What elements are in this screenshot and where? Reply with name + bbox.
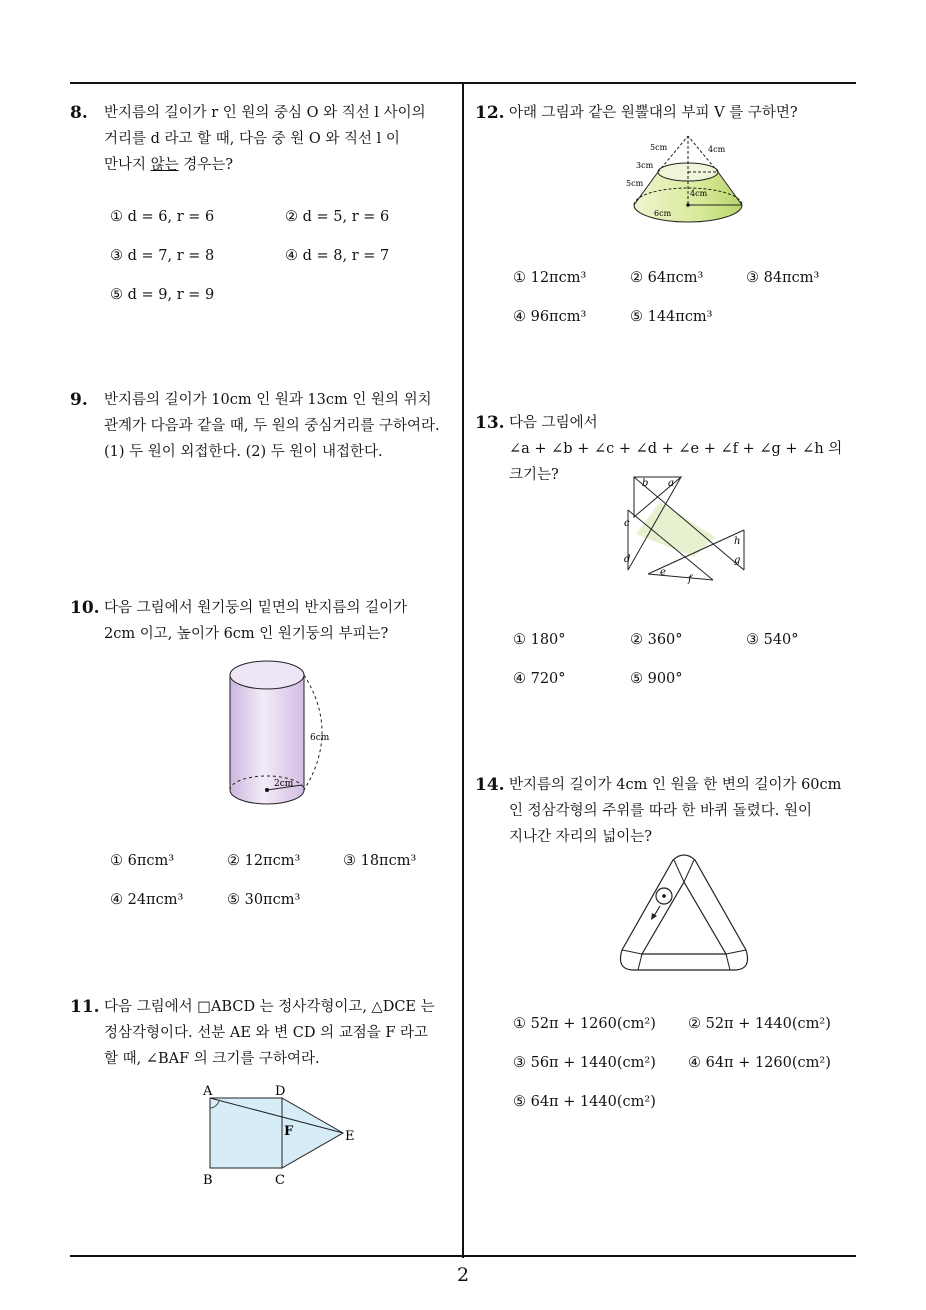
question-number: 8. <box>70 103 88 123</box>
radius-label: 2cm <box>274 779 294 789</box>
option-2[interactable]: ② 12πcm³ <box>227 853 301 869</box>
question-text: ∠a + ∠b + ∠c + ∠d + ∠e + ∠f + ∠g + ∠h 의 크기는? <box>509 441 843 483</box>
question-text: 반지름의 길이가 4cm 인 원을 한 변의 길이가 60cm <box>509 777 842 793</box>
question-number: 11. <box>70 997 100 1017</box>
column-divider <box>462 82 464 1258</box>
option-1[interactable]: ① 6πcm³ <box>110 853 175 869</box>
option-4[interactable]: ④ 64π + 1260(cm²) <box>688 1055 831 1071</box>
question-14 <box>475 772 860 850</box>
question-text: 다음 그림에서 <box>509 415 598 431</box>
label-4cm-top: 4cm <box>708 145 726 154</box>
divider-left-1 <box>622 950 642 954</box>
bottom-center-dot <box>686 203 690 207</box>
option-5[interactable]: ⑤ 30πcm³ <box>227 892 301 908</box>
question-9 <box>70 387 460 465</box>
question-number: 12. <box>475 103 505 123</box>
question-text: 할 때, ∠BAF 의 크기를 구하여라. <box>104 1051 320 1067</box>
label-e: e <box>660 567 666 578</box>
cylinder-figure <box>220 650 340 815</box>
label-5cm-slant: 5cm <box>626 179 644 188</box>
question-number: 9. <box>70 390 88 410</box>
underlined-word: 않는 <box>150 157 179 173</box>
option-3[interactable]: ③ 18πcm³ <box>343 853 417 869</box>
label-f: F <box>284 1124 294 1139</box>
question-11 <box>70 994 460 1072</box>
center-dot <box>265 788 269 792</box>
question-text: 만나지 않는 경우는? <box>104 157 234 173</box>
question-text: 다음 그림에서 □ABCD 는 정사각형이고, △DCE 는 <box>104 999 435 1015</box>
option-3[interactable]: ③ 540° <box>746 632 799 648</box>
question-text: 2cm 이고, 높이가 6cm 인 원기둥의 부피는? <box>104 626 389 642</box>
option-1[interactable]: ① 52π + 1260(cm²) <box>513 1016 656 1032</box>
square-triangle-figure <box>195 1080 370 1190</box>
bottom-rule <box>70 1255 856 1257</box>
option-3[interactable]: ③ 84πcm³ <box>746 270 820 286</box>
label-b: B <box>203 1173 213 1188</box>
label-c: C <box>275 1173 285 1188</box>
option-1[interactable]: ① d = 6, r = 6 <box>110 209 215 225</box>
question-text: 아래 그림과 같은 원뿔대의 부피 V 를 구하면? <box>509 105 798 121</box>
question-text: 관계가 다음과 같을 때, 두 원의 중심거리를 구하여라. <box>104 418 440 434</box>
divider-left-2 <box>638 954 642 970</box>
frustum-figure <box>620 130 750 232</box>
label-g: g <box>734 555 741 566</box>
angle-star-figure <box>618 472 750 587</box>
question-12 <box>475 100 855 126</box>
question-text: 반지름의 길이가 r 인 원의 중심 O 와 직선 l 사이의 <box>104 105 426 121</box>
question-text: 인 정삼각형의 주위를 따라 한 바퀴 돌렸다. 원이 <box>509 803 813 819</box>
option-3[interactable]: ③ d = 7, r = 8 <box>110 248 215 264</box>
question-number: 13. <box>475 413 505 433</box>
option-2[interactable]: ② 64πcm³ <box>630 270 704 286</box>
label-4cm-height: 4cm <box>690 189 708 198</box>
label-d: D <box>275 1084 286 1099</box>
divider-top-right <box>684 860 694 882</box>
label-a: a <box>668 478 674 489</box>
rolling-circle-triangle-figure <box>616 852 752 976</box>
option-4[interactable]: ④ 720° <box>513 671 566 687</box>
label-3cm: 3cm <box>636 161 654 170</box>
option-5[interactable]: ⑤ d = 9, r = 9 <box>110 287 215 303</box>
page-number: 2 <box>456 1264 470 1286</box>
label-h: h <box>734 536 741 547</box>
label-c: c <box>624 518 630 529</box>
label-b: b <box>642 478 649 489</box>
question-text: 반지름의 길이가 10cm 인 원과 13cm 인 원의 위치 <box>104 392 432 408</box>
divider-right-2 <box>726 954 730 970</box>
label-f: f <box>688 574 692 585</box>
option-2[interactable]: ② 360° <box>630 632 683 648</box>
option-1[interactable]: ① 180° <box>513 632 566 648</box>
option-4[interactable]: ④ d = 8, r = 7 <box>285 248 390 264</box>
outer-path <box>621 855 748 970</box>
option-3[interactable]: ③ 56π + 1440(cm²) <box>513 1055 656 1071</box>
divider-right-1 <box>726 950 746 954</box>
question-text: 지나간 자리의 넓이는? <box>509 829 653 845</box>
label-a: A <box>203 1084 213 1099</box>
circle-center-dot <box>662 894 666 898</box>
option-1[interactable]: ① 12πcm³ <box>513 270 587 286</box>
cylinder-top <box>230 661 304 689</box>
question-number: 14. <box>475 775 505 795</box>
question-text: 거리를 d 라고 할 때, 다음 중 원 O 와 직선 l 이 <box>104 131 400 147</box>
arrow-head <box>651 913 657 920</box>
option-5[interactable]: ⑤ 64π + 1440(cm²) <box>513 1094 656 1110</box>
option-4[interactable]: ④ 96πcm³ <box>513 309 587 325</box>
direction-arrow <box>654 906 660 916</box>
height-label: 6cm <box>310 733 330 743</box>
label-5cm-top: 5cm <box>650 143 668 152</box>
question-text: 다음 그림에서 원기둥의 밑면의 반지름의 길이가 <box>104 600 408 616</box>
question-text: 정삼각형이다. 선분 AE 와 변 CD 의 교점을 F 라고 <box>104 1025 429 1041</box>
square-abcd <box>210 1098 282 1168</box>
option-2[interactable]: ② 52π + 1440(cm²) <box>688 1016 831 1032</box>
option-5[interactable]: ⑤ 144πcm³ <box>630 309 713 325</box>
divider-top-left <box>674 860 684 882</box>
question-10 <box>70 595 460 647</box>
label-e: E <box>345 1129 355 1144</box>
option-2[interactable]: ② d = 5, r = 6 <box>285 209 390 225</box>
label-d: d <box>624 554 631 565</box>
label-6cm: 6cm <box>654 209 672 218</box>
question-text: (1) 두 원이 외접한다. (2) 두 원이 내접한다. <box>104 444 383 460</box>
question-number: 10. <box>70 598 100 618</box>
option-5[interactable]: ⑤ 900° <box>630 671 683 687</box>
option-4[interactable]: ④ 24πcm³ <box>110 892 184 908</box>
line-bottom <box>648 574 713 580</box>
question-8 <box>70 100 460 178</box>
